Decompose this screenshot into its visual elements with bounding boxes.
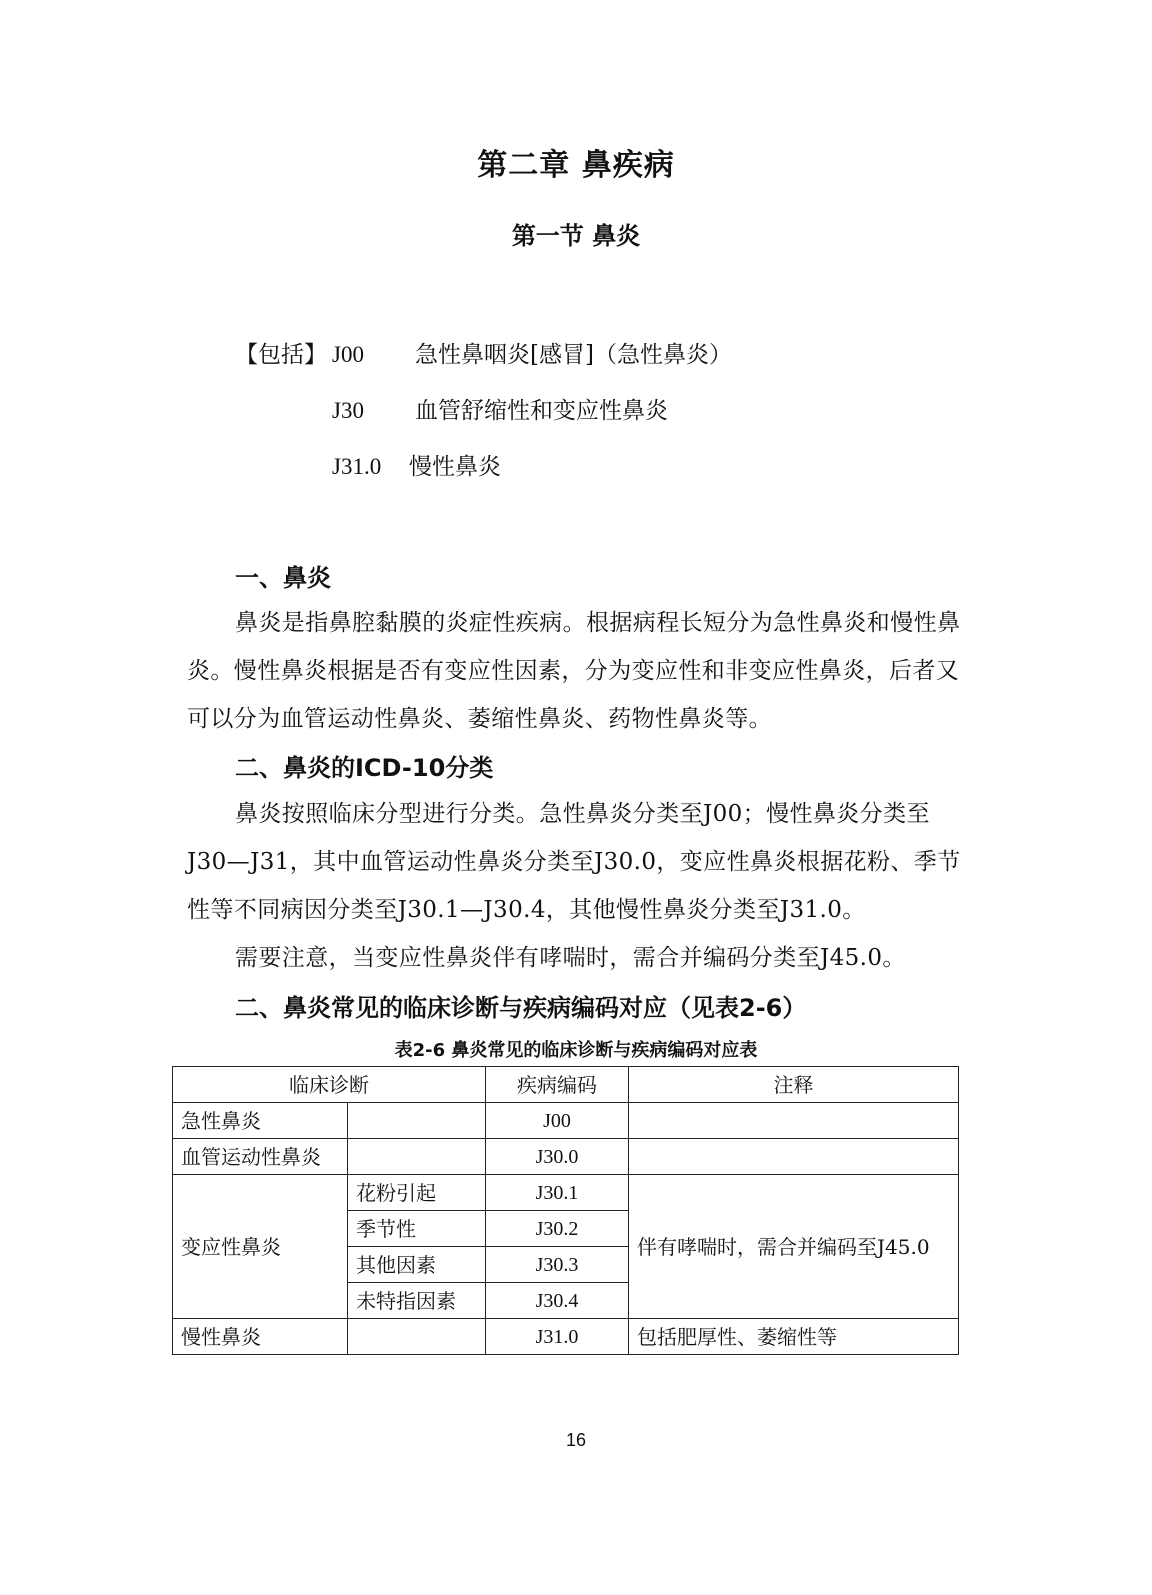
subtype-cell — [348, 1319, 486, 1355]
diagnosis-code-table — [172, 1066, 959, 1355]
note-cell — [629, 1103, 959, 1139]
diagnosis-cell: 血管运动性鼻炎 — [173, 1139, 348, 1175]
heading-icd-classification: 二、鼻炎的ICD-10分类 — [235, 754, 494, 782]
paragraph-classification: 鼻炎按照临床分型进行分类。急性鼻炎分类至J00；慢性鼻炎分类至J30—J31，其中血管运动性鼻炎分类至J30.0，变应性鼻炎根据花粉、季节性等不同病因分类至J30.1—J30.4，其他慢性鼻炎分类至J31.0。 — [187, 801, 961, 923]
note-cell: 包括肥厚性、萎缩性等 — [629, 1319, 959, 1355]
paragraph-asthma-note: 需要注意，当变应性鼻炎伴有哮喘时，需合并编码分类至J45.0。 — [235, 945, 906, 971]
include-row — [235, 338, 955, 394]
code-cell: J30.1 — [486, 1175, 629, 1211]
code-cell: J30.2 — [486, 1211, 629, 1247]
subtype-cell — [348, 1103, 486, 1139]
chapter-title: 第二章 鼻疾病 — [477, 148, 675, 183]
include-text: 急性鼻咽炎[感冒]（急性鼻炎） — [415, 342, 732, 368]
diagnosis-cell: 急性鼻炎 — [173, 1103, 348, 1139]
table-header-row — [173, 1067, 959, 1103]
code-cell: J30.3 — [486, 1247, 629, 1283]
table-row — [173, 1319, 959, 1355]
section-title: 第一节 鼻炎 — [511, 222, 641, 250]
page-number: 16 — [565, 1430, 587, 1450]
subtype-cell — [348, 1139, 486, 1175]
note-cell — [629, 1139, 959, 1175]
table-row — [173, 1139, 959, 1175]
code-cell: J00 — [486, 1103, 629, 1139]
note-cell: 伴有哮喘时，需合并编码至J45.0 — [629, 1175, 959, 1319]
paragraph-definition: 鼻炎是指鼻腔黏膜的炎症性疾病。根据病程长短分为急性鼻炎和慢性鼻炎。慢性鼻炎根据是否有变应性因素，分为变应性和非变应性鼻炎，后者又可以分为血管运动性鼻炎、萎缩性鼻炎、药物性鼻炎等。 — [187, 610, 961, 732]
diagnosis-cell: 慢性鼻炎 — [173, 1319, 348, 1355]
header-note: 注释 — [629, 1067, 959, 1103]
table-title: 表2-6 鼻炎常见的临床诊断与疾病编码对应表 — [394, 1040, 758, 1061]
header-code: 疾病编码 — [486, 1067, 629, 1103]
subtype-cell: 未特指因素 — [348, 1283, 486, 1319]
code-cell: J30.0 — [486, 1139, 629, 1175]
heading-table-reference: 二、鼻炎常见的临床诊断与疾病编码对应（见表2-6） — [235, 994, 807, 1022]
subtype-cell: 其他因素 — [348, 1247, 486, 1283]
include-text: 慢性鼻炎 — [409, 454, 501, 480]
table-row — [173, 1175, 959, 1211]
subtype-cell: 花粉引起 — [348, 1175, 486, 1211]
include-code: J31.0 — [332, 454, 382, 479]
diagnosis-cell: 变应性鼻炎 — [173, 1175, 348, 1319]
include-row — [235, 450, 955, 506]
code-cell: J30.4 — [486, 1283, 629, 1319]
include-row — [235, 394, 955, 450]
heading-rhinitis: 一、鼻炎 — [235, 564, 331, 592]
include-code: J00 — [332, 342, 364, 367]
includes-block — [235, 338, 955, 506]
header-diagnosis: 临床诊断 — [173, 1067, 486, 1103]
include-prefix: 【包括】 — [235, 342, 327, 368]
include-text: 血管舒缩性和变应性鼻炎 — [415, 398, 668, 424]
subtype-cell: 季节性 — [348, 1211, 486, 1247]
table-row — [173, 1103, 959, 1139]
include-code: J30 — [332, 398, 364, 423]
code-cell: J31.0 — [486, 1319, 629, 1355]
